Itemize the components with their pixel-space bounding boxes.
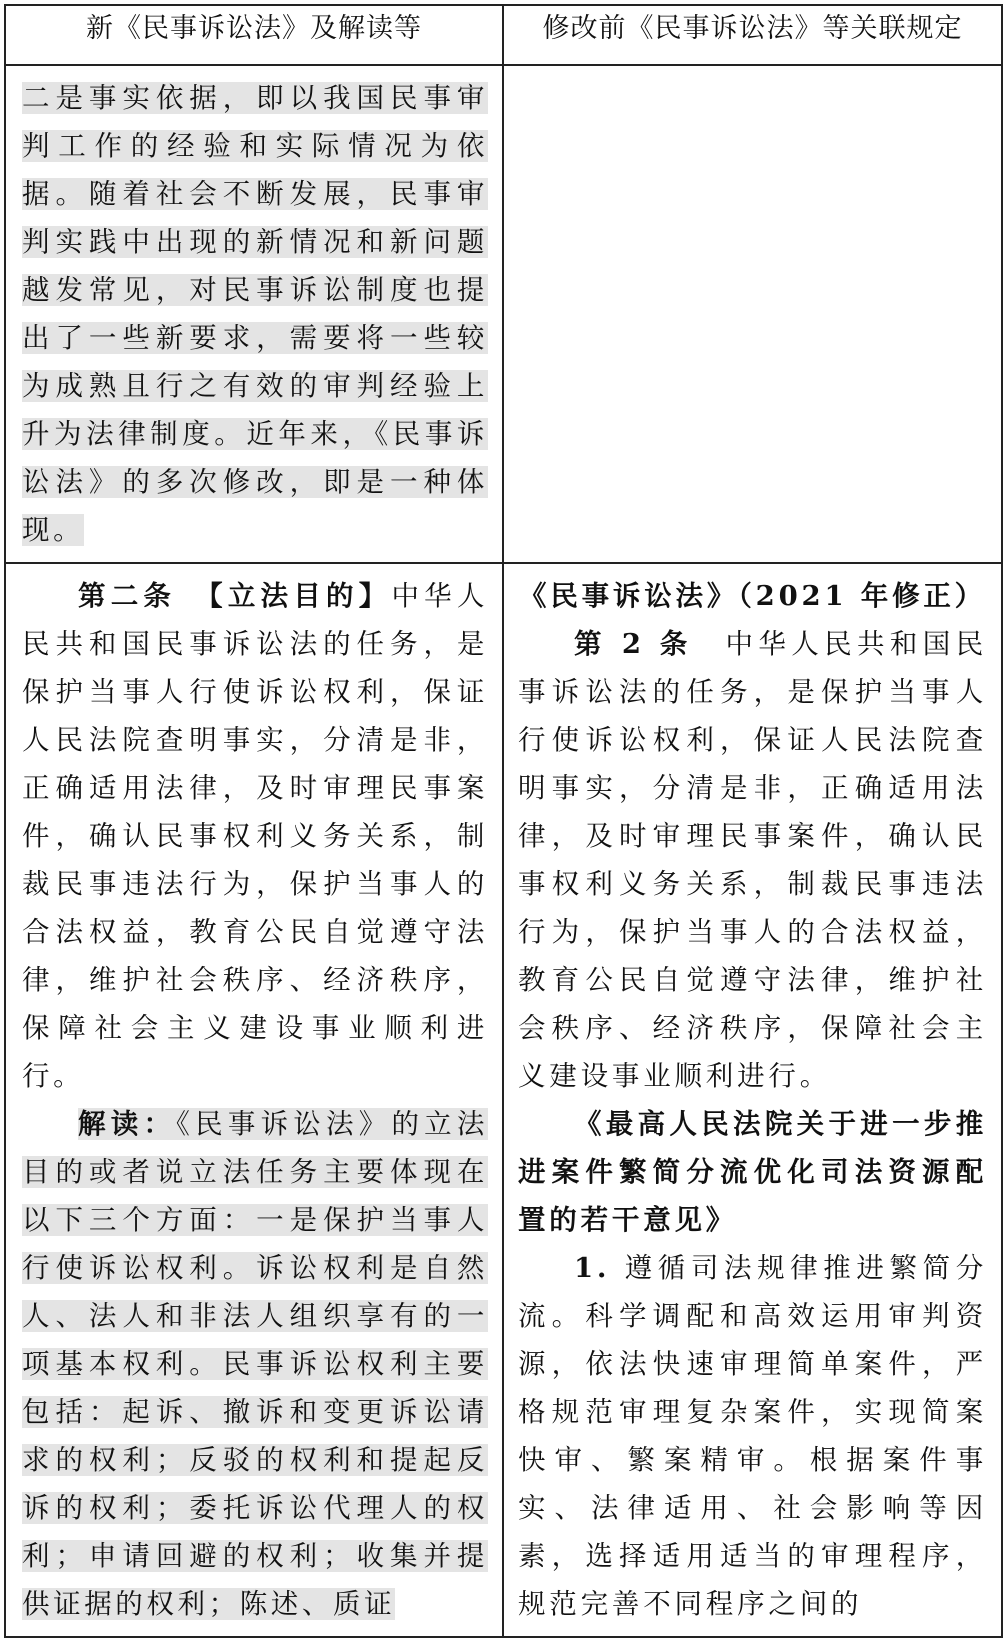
reading-paragraph: [22, 1100, 488, 1628]
source-civil-procedure-law: 《民事诉讼法》（2021 年修正）: [519, 580, 986, 612]
opinion-item-text: 科学调配和高效运用审判资源，依法快速审理简单案件，严格规范审理复杂案件，实现简案快审、繁案精审。根据案件事实、法律适用、社会影响等因素，选择适用适当的审理程序，规范完善不同程序之间的: [518, 1300, 987, 1620]
cell-old-law-empty: [503, 65, 1002, 563]
reading-continuation-text: 二是事实依据，即以我国民事审判工作的经验和实际情况为依据。随着社会不断发展，民事审判实践中出现的新情况和新问题越发常见，对民事诉讼制度也提出了一些新要求，需要将一些较为成熟且行之有效的审判经验上升为法律制度。近年来，《民事诉讼法》的多次修改，即是一种体现。: [22, 82, 488, 546]
opinion-item-paragraph: [518, 1244, 987, 1628]
header-new-law: 新《民事诉讼法》及解读等: [5, 5, 503, 65]
cell-new-law-continued: [5, 65, 503, 563]
old-article-paragraph: [518, 620, 987, 1100]
table-row: [5, 563, 1002, 1637]
article-tag: 【立法目的】: [208, 580, 392, 612]
article-paragraph: [22, 572, 488, 1100]
reading-label: 解读：: [78, 1108, 177, 1140]
source-supreme-court-opinion: 《最高人民法院关于进一步推进案件繁简分流优化司法资源配置的若干意见》: [518, 1108, 987, 1236]
opinion-item-label: 1.: [574, 1252, 611, 1284]
cell-related-provisions: [503, 563, 1002, 1637]
reading-text: 《民事诉讼法》的立法目的或者说立法任务主要体现在以下三个方面：一是保护当事人行使诉讼权利。诉讼权利是自然人、法人和非法人组织享有的一项基本权利。民事诉讼权利主要包括：起诉、撤诉和变更诉讼请求的权利；反驳的权利和提起反诉的权利；委托诉讼代理人的权利；申请回避的权利；收集并提供证据的权利；陈述、质证: [22, 1108, 488, 1620]
table-row: [5, 65, 1002, 563]
old-article-text: 中华人民共和国民事诉讼法的任务，是保护当事人行使诉讼权利，保证人民法院查明事实，分清是非，正确适用法律，及时审理民事案件，确认民事权利义务关系，制裁民事违法行为，保护当事人的合法权益，教育公民自觉遵守法律，维护社会秩序、经济秩序，保障社会主义建设事业顺利进行。: [518, 628, 987, 1092]
old-article-label: 第 2 条: [574, 628, 693, 660]
comparison-table: [4, 4, 1003, 1638]
article-label: 第二条: [78, 580, 177, 612]
article-text: 中华人民共和国民事诉讼法的任务，是保护当事人行使诉讼权利，保证人民法院查明事实，分清是非，正确适用法律，及时审理民事案件，确认民事权利义务关系，制裁民事违法行为，保护当事人的合法权益，教育公民自觉遵守法律，维护社会秩序、经济秩序，保障社会主义建设事业顺利进行。: [22, 580, 488, 1092]
opinion-item-title: 遵循司法规律推进繁简分流。: [518, 1252, 987, 1332]
header-row: [5, 5, 1002, 65]
header-old-law: 修改前《民事诉讼法》等关联规定: [503, 5, 1002, 65]
cell-article-2: [5, 563, 503, 1637]
